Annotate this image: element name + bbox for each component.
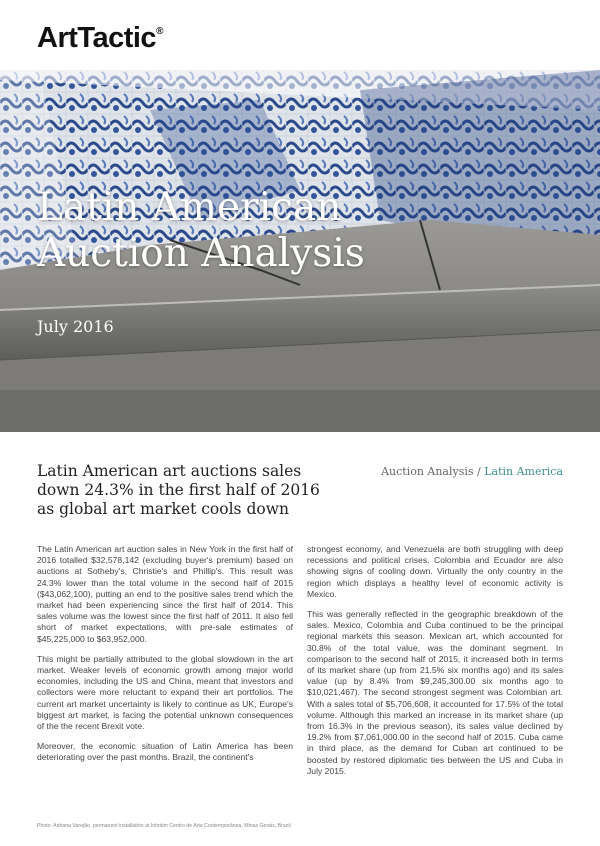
logo-text: ArtTactic xyxy=(37,22,157,54)
body-paragraph: strongest economy, and Venezuela are both struggling with deep recessions and political crises. Colombia and Ecuador are also showing signs of cooling down. Virtually the only country in the region which displays a healthy level of economic activity is Mexico. xyxy=(307,544,563,599)
body-column-right xyxy=(307,544,563,786)
breadcrumb xyxy=(381,465,563,478)
report-date: July 2016 xyxy=(37,317,114,336)
body-paragraph: The Latin American art auction sales in New York in the first half of 2016 totalled $32,578,142 (excluding buyer's premium) based on auctions at Sotheby's, Christie's and Phillip's. This result was 24.3% lower than the total volume in the second half of 2015 ($43,062,100), putting an end to the positive sales trend which the market had been experiencing since the first half of 2014. This sales volume was the lowest since the first half of 2011. It also fell short of market expectations, with pre-sale estimates of $45,225,000 to $63,952,000. xyxy=(37,544,293,644)
hero-image xyxy=(0,70,600,432)
artactic-logo xyxy=(37,22,163,55)
body-paragraph: Moreover, the economic situation of Latin America has been deteriorating over the past months. Brazil, the continent's xyxy=(37,741,293,763)
body-column-left xyxy=(37,544,293,773)
trademark-symbol: ® xyxy=(156,26,163,37)
report-title-line: Latin American xyxy=(37,185,342,230)
article-headline: Latin American art auctions sales down 24.3% in the first half of 2016 as global art market cools down xyxy=(37,462,320,518)
report-title xyxy=(37,185,365,277)
photo-credit: Photo: Adriana Varejão, permanent installation at Inhotim Centro de Arte Contemporânea, Minas Gerais, Brazil xyxy=(37,823,291,829)
breadcrumb-subcategory: Latin America xyxy=(484,465,563,478)
body-paragraph: This was generally reflected in the geographic breakdown of the sales. Mexico, Colombia and Cuba continued to be the principal regional markets this season. Mexican art, which accounted for 30.8% of the total value, was the dominant segment. In comparison to the second half of 2015, it increased both in terms of its market share (up from 21.5% six months ago) and its sales value (up by 8.4% from $9,245,300.00 six months ago to $10,021,467). The second strongest segment was Colombian art. With a sales total of $5,706,608, it accounted for 17.5% of the total volume. Although this marked an increase in its market share (up from 16.3% in the previous season), its sales value declined by 19.2% from $7,061,000.00 in the second half of 2015. Cuba came in third place, as the demand for Cuban art continued to be boosted by restored diplomatic ties between the US and Cuba in July 2015. xyxy=(307,609,563,776)
body-paragraph: This might be partially attributed to the global slowdown in the art market. Weaker levels of economic growth among major world economies, including the US and China, meant that investors and collectors were more reluctant to expand their art portfolios. The current art market uncertainty is likely to continue as UK, Europe's biggest art market, is facing the potential unknown consequences of the the recent Brexit vote. xyxy=(37,653,293,732)
breadcrumb-category: Auction Analysis xyxy=(381,465,474,478)
report-title-line: Auction Analysis xyxy=(37,231,365,276)
breadcrumb-separator: / xyxy=(473,465,485,478)
